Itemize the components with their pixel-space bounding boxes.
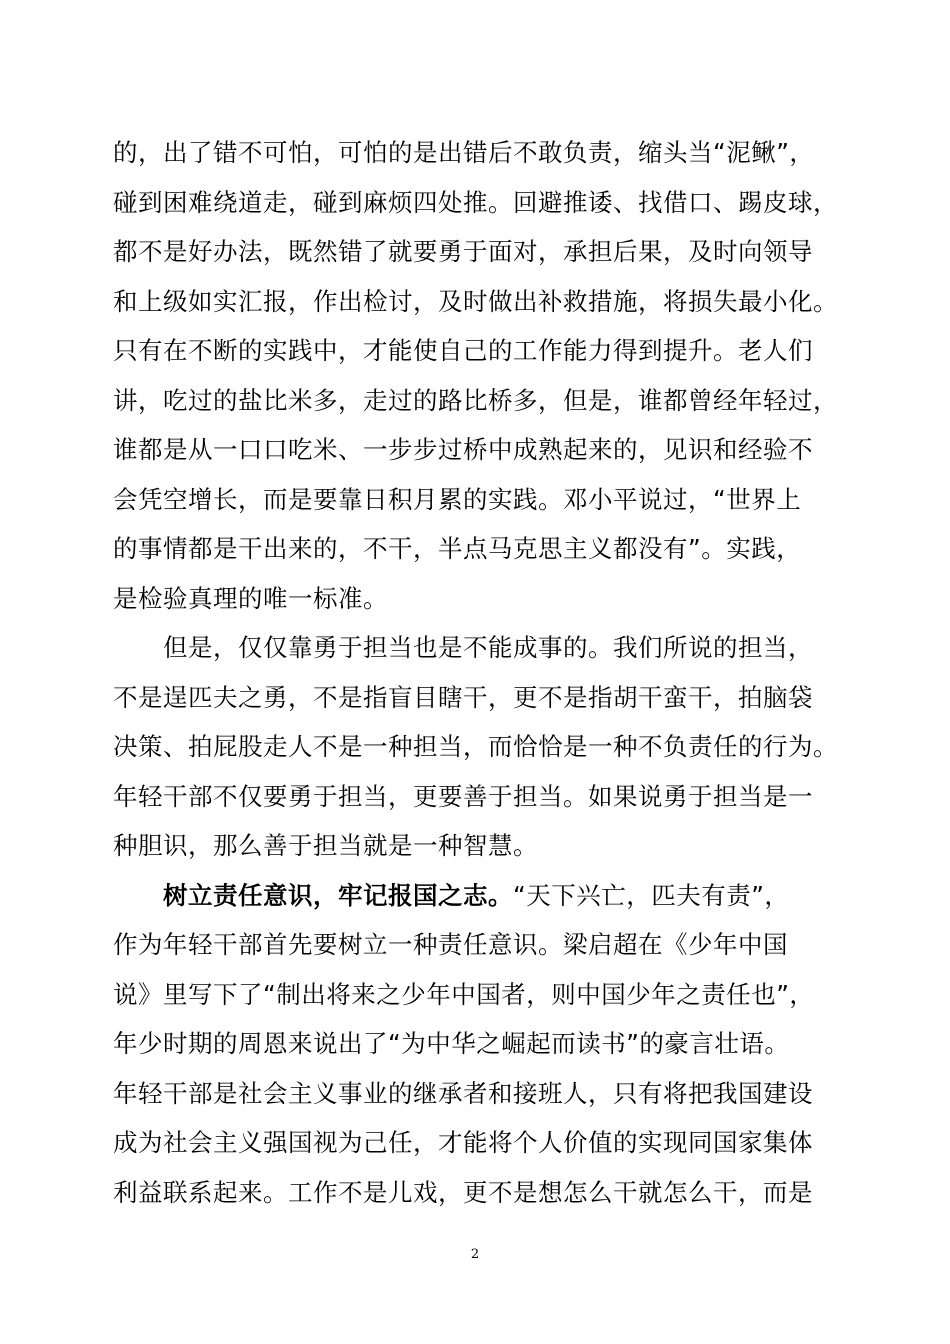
text-line: 会凭空增长，而是要靠日积月累的实践。邓小平说过，“世界上 — [113, 484, 802, 514]
paragraph-start-line — [113, 871, 853, 921]
page-number: 2 — [470, 1247, 480, 1262]
text-line: 和上级如实汇报，作出检讨，及时做出补救措施，将损失最小化。 — [113, 286, 838, 316]
body-text — [113, 128, 853, 1217]
text-line: 作为年轻干部首先要树立一种责任意识。梁启超在《少年中国 — [113, 930, 788, 959]
text-line: 讲，吃过的盐比米多，走过的路比桥多，但是，谁都曾经年轻过， — [113, 385, 838, 415]
text-line: 只有在不断的实践中，才能使自己的工作能力得到提升。老人们 — [113, 336, 813, 365]
text-line: 年少时期的周恩来说出了“为中华之崛起而读书”的豪言壮语。 — [113, 1029, 790, 1058]
text-line: 说》里写下了“制出将来之少年中国者，则中国少年之责任也”， — [113, 979, 815, 1009]
text-line: 碰到困难绕道走，碰到麻烦四处推。回避推诿、找借口、踢皮球， — [113, 187, 838, 217]
text-line: 都不是好办法，既然错了就要勇于面对，承担后果，及时向领导 — [113, 237, 813, 266]
text-line: 利益联系起来。工作不是儿戏，更不是想怎么干就怎么干，而是 — [113, 1177, 813, 1207]
text-line: 成为社会主义强国视为己任，才能将个人价值的实现同国家集体 — [113, 1128, 813, 1157]
text-line: 决策、拍屁股走人不是一种担当，而恰恰是一种不负责任的行为。 — [113, 732, 838, 761]
text-line: 是检验真理的唯一标准。 — [113, 583, 388, 613]
text-line: 的事情都是干出来的，不干，半点马克思主义都没有”。实践， — [113, 534, 802, 563]
text-line: 谁都是从一口口吃米、一步步过桥中成熟起来的，见识和经验不 — [113, 435, 813, 464]
section-heading: 树立责任意识，牢记报国之志。 — [163, 880, 513, 910]
text-line: “天下兴亡，匹夫有责”， — [513, 880, 790, 910]
paragraph-start-line: 但是，仅仅靠勇于担当也是不能成事的。我们所说的担当， — [163, 633, 813, 662]
text-line: 的，出了错不可怕，可怕的是出错后不敢负责，缩头当“泥鳅”， — [113, 138, 815, 167]
text-line: 年轻干部不仅要勇于担当，更要善于担当。如果说勇于担当是一 — [113, 781, 813, 811]
text-line: 年轻干部是社会主义事业的继承者和接班人，只有将把我国建设 — [113, 1078, 813, 1108]
text-line: 不是逞匹夫之勇，不是指盲目瞎干，更不是指胡干蛮干，拍脑袋 — [113, 682, 813, 712]
text-line: 种胆识，那么善于担当就是一种智慧。 — [113, 831, 538, 860]
